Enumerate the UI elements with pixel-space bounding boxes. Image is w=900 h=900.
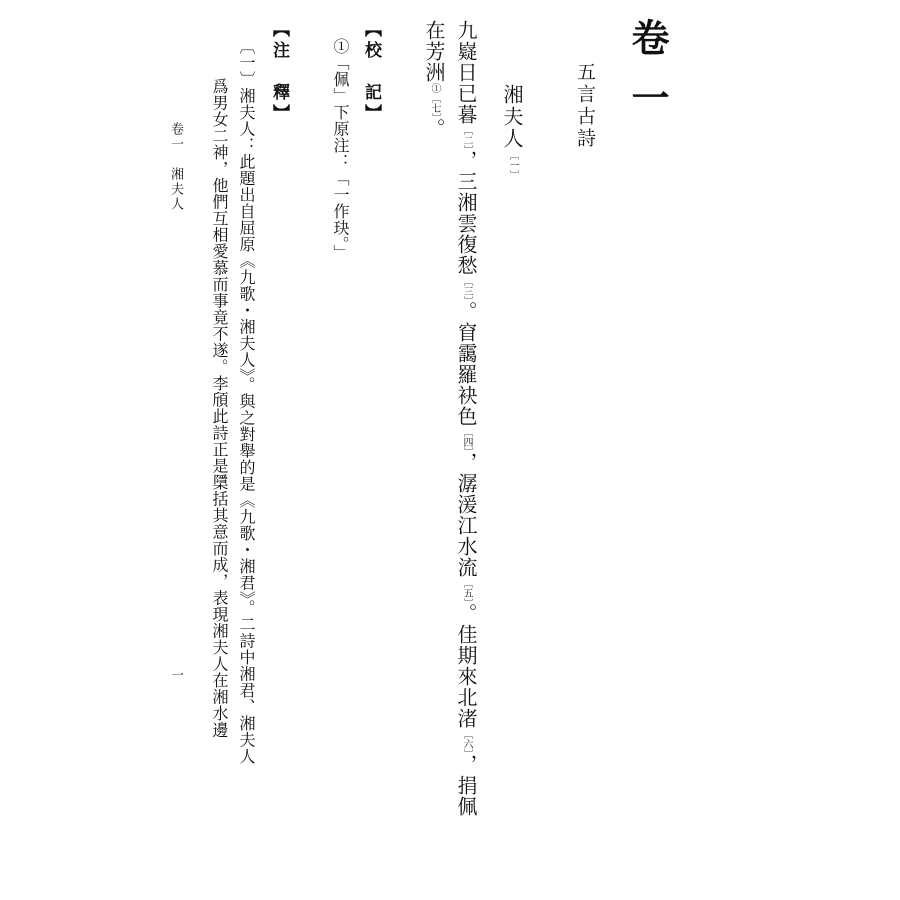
annotation-note-1: 〔一〕湘夫人：此題出自屈原《九歌・湘夫人》。與之對舉的是《九歌・湘君》。二詩中湘君、湘夫人	[237, 38, 256, 765]
genre-heading: 五言古詩	[574, 62, 596, 150]
verse-segment: 。佳期來北渚	[454, 603, 478, 729]
running-head: 卷一 湘夫人	[168, 122, 183, 212]
poem-title-text: 湘夫人	[500, 84, 524, 150]
note-marker-3: 〔三〕	[461, 276, 472, 301]
note-marker-4: 〔四〕	[461, 427, 472, 452]
note-marker-1: 〔一〕	[507, 150, 518, 180]
collation-heading: 【校 記】	[361, 20, 381, 125]
poem-line-2	[424, 20, 444, 139]
note-marker-2: 〔二〕	[461, 125, 472, 150]
verse-segment: ，潺湲江水流	[454, 452, 478, 578]
poem-title	[502, 84, 522, 180]
annotation-heading: 【注 釋】	[269, 20, 289, 125]
annotation-note-1-continued: 爲男女二神，他們互相愛慕而事竟不遂。李頎此詩正是檃括其意而成，表現湘夫人在湘水邊	[210, 78, 229, 738]
page-number: 一	[168, 668, 183, 683]
collation-entry: ①「佩」下原注：「一作玦。」	[331, 38, 350, 261]
note-marker-7: 〔七〕	[429, 93, 440, 118]
volume-title: 卷一	[625, 18, 670, 138]
verse-segment: ，三湘雲復愁	[454, 150, 478, 276]
verse-segment: ，捐佩	[454, 754, 478, 817]
poem-line-1	[456, 20, 476, 817]
verse-segment: 九嶷日已暮	[454, 20, 478, 125]
verse-segment: 。窅靄羅袂色	[454, 301, 478, 427]
verse-segment: 。	[422, 118, 446, 139]
verse-segment: 在芳洲	[422, 20, 446, 83]
note-marker-6: 〔六〕	[461, 729, 472, 754]
collation-marker: ①	[429, 83, 440, 93]
note-marker-5: 〔五〕	[461, 578, 472, 603]
